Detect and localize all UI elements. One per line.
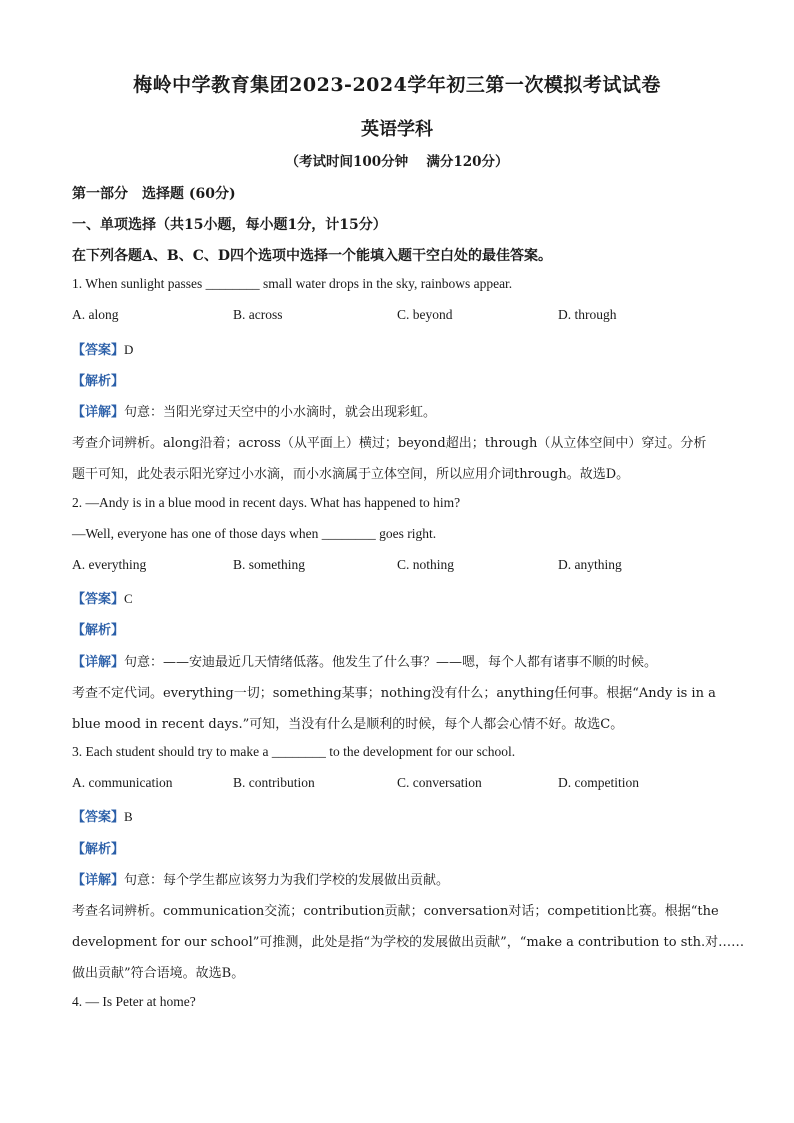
q1-option-c: C. beyond — [397, 307, 453, 322]
q3-option-c: C. conversation — [397, 775, 482, 790]
q2-answer — [72, 588, 133, 607]
q1-option-a: A. along — [72, 307, 119, 322]
q2-analysis — [72, 619, 124, 638]
q2-option-c: C. nothing — [397, 557, 455, 572]
q3-explain-2: development for our school”可推测，此处是指“为学校的发展做出贡献”，“make a contribution to sth.对…… — [72, 935, 745, 950]
q3-explain-1: 考查名词辨析。communication交流；contribution贡献；conversation对话；competition比赛。根据“the — [72, 904, 719, 919]
q3-explain-3: 做出贡献”符合语境。故选B。 — [72, 966, 245, 981]
q3-answer — [72, 806, 133, 825]
q3-option-d: D. competition — [558, 775, 639, 790]
q3-detail-text: 句意：每个学生都应该努力为我们学校的发展做出贡献。 — [124, 873, 450, 888]
q2-detail — [72, 651, 657, 670]
q2-option-a: A. everything — [72, 557, 147, 572]
exam-title: 梅岭中学教育集团2023-2024学年初三第一次模拟考试试卷 — [133, 74, 661, 96]
q3-answer-value: B — [124, 809, 133, 824]
q2-explain-2: blue mood in recent days.”可知，当没有什么是顺利的时候，每个人都会心情不好。故选C。 — [72, 717, 624, 732]
part-heading: 第一部分 选择题 (60分) — [72, 186, 236, 202]
analysis-label: 【解析】 — [72, 842, 125, 857]
answer-label: 【答案】 — [72, 592, 125, 607]
q3-option-b: B. contribution — [233, 775, 315, 790]
q1-answer — [72, 339, 133, 358]
detail-label: 【详解】 — [72, 873, 125, 888]
q3-detail — [72, 869, 449, 888]
analysis-label: 【解析】 — [72, 623, 125, 638]
detail-label: 【详解】 — [72, 655, 125, 670]
q2-option-d: D. anything — [558, 557, 622, 572]
q2-option-b: B. something — [233, 557, 306, 572]
q2-stem-2: —Well, everyone has one of those days when ________ goes right. — [72, 526, 437, 541]
q1-answer-value: D — [124, 342, 134, 357]
q1-detail — [72, 401, 436, 420]
instruction: 在下列各题A、B、C、D四个选项中选择一个能填入题干空白处的最佳答案。 — [72, 248, 552, 264]
q2-answer-value: C — [124, 591, 133, 606]
q1-explain-1: 考查介词辨析。along沿着；across（从平面上）横过；beyond超出；through（从立体空间中）穿过。分析 — [72, 436, 707, 451]
q2-detail-text: 句意：——安迪最近几天情绪低落。他发生了什么事？——嗯，每个人都有诸事不顺的时候。 — [124, 655, 658, 670]
q3-option-a: A. communication — [72, 775, 173, 790]
detail-label: 【详解】 — [72, 405, 125, 420]
q4-stem: 4. — Is Peter at home? — [72, 994, 196, 1009]
q1-option-b: B. across — [233, 307, 283, 322]
answer-label: 【答案】 — [72, 343, 125, 358]
q1-stem: 1. When sunlight passes ________ small water drops in the sky, rainbows appear. — [72, 276, 513, 291]
q1-detail-text: 句意：当阳光穿过天空中的小水滴时，就会出现彩虹。 — [124, 405, 437, 420]
analysis-label: 【解析】 — [72, 374, 125, 389]
q2-stem-1: 2. —Andy is in a blue mood in recent days. What has happened to him? — [72, 495, 461, 510]
section-heading: 一、单项选择（共15小题，每小题1分，计15分） — [72, 217, 387, 233]
q3-analysis — [72, 838, 124, 857]
q1-option-d: D. through — [558, 307, 617, 322]
subject-title: 英语学科 — [361, 119, 433, 140]
q3-stem: 3. Each student should try to make a ________ to the development for our school. — [72, 744, 516, 759]
answer-label: 【答案】 — [72, 810, 125, 825]
exam-info: （考试时间100分钟 满分120分） — [285, 154, 509, 170]
q1-explain-2: 题干可知，此处表示阳光穿过小水滴，而小水滴属于立体空间，所以应用介词through。故选D。 — [72, 467, 630, 482]
q1-analysis — [72, 370, 124, 389]
q2-explain-1: 考查不定代词。everything一切；something某事；nothing没有什么；anything任何事。根据“Andy is in a — [72, 686, 716, 701]
